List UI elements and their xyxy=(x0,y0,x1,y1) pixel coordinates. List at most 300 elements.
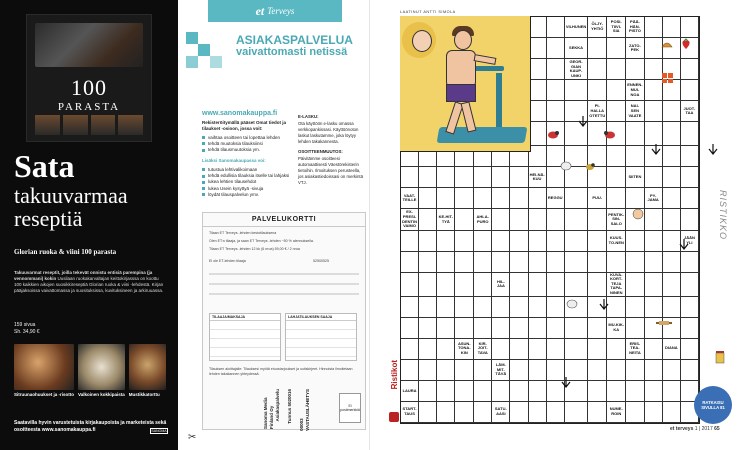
crossword-answer-cell[interactable] xyxy=(565,209,588,230)
crossword-answer-cell[interactable] xyxy=(510,339,528,360)
crossword-answer-cell[interactable] xyxy=(455,188,474,209)
crossword-answer-cell[interactable] xyxy=(681,122,699,146)
crossword-answer-cell[interactable] xyxy=(510,252,528,273)
crossword-clue-startataus: START-TAUS xyxy=(401,402,419,423)
crossword-answer-cell[interactable] xyxy=(529,209,547,230)
crossword-answer-cell[interactable] xyxy=(681,59,699,80)
crossword-answer-cell[interactable] xyxy=(645,360,663,381)
crossword-answer-cell[interactable] xyxy=(510,318,528,339)
cover-title xyxy=(27,75,151,113)
crossword-answer-cell[interactable] xyxy=(419,273,437,297)
crossword-answer-cell[interactable] xyxy=(626,146,644,167)
crossword-answer-cell[interactable] xyxy=(437,252,455,273)
form-line[interactable] xyxy=(210,330,280,339)
crossword-answer-cell[interactable] xyxy=(529,146,547,167)
decorative-blocks xyxy=(186,26,234,80)
crossword-answer-cell[interactable] xyxy=(607,167,626,188)
crossword-answer-cell[interactable] xyxy=(401,167,419,188)
crossword-answer-cell[interactable] xyxy=(492,188,510,209)
crossword-byline: LAATINUT ANTTI SIMOLA xyxy=(400,10,456,14)
crossword-answer-cell[interactable] xyxy=(547,38,565,59)
crossword-answer-cell[interactable] xyxy=(474,297,492,318)
crossword-answer-cell[interactable] xyxy=(645,80,663,101)
crossword-answer-cell[interactable] xyxy=(681,209,699,230)
crossword-answer-cell[interactable] xyxy=(626,297,644,318)
crossword-answer-cell[interactable] xyxy=(588,273,607,297)
crossword-answer-cell[interactable] xyxy=(663,101,681,122)
crossword-answer-cell[interactable] xyxy=(529,101,547,122)
crossword-answer-cell[interactable] xyxy=(492,167,510,188)
cover-photo-strip xyxy=(35,115,143,135)
treadmill-illustration xyxy=(400,16,531,152)
crossword-answer-cell[interactable] xyxy=(645,402,663,423)
crossword-answer-cell[interactable] xyxy=(529,80,547,101)
bird-icon xyxy=(603,128,617,140)
crossword-answer-cell[interactable] xyxy=(437,297,455,318)
store-url-link[interactable]: www.sanomakauppa.fi xyxy=(202,110,278,117)
info-column xyxy=(298,110,364,186)
benefit-item: tehdä tilausmuutoksia ym. xyxy=(202,147,292,153)
crossword-answer-cell[interactable] xyxy=(681,146,699,167)
reply-address-line: 00003 VASTAUSLÄHETYS xyxy=(299,389,310,431)
crossword-answer-cell[interactable] xyxy=(565,80,588,101)
crossword-answer-cell[interactable] xyxy=(681,17,699,38)
crossword-answer-cell[interactable] xyxy=(607,360,626,381)
divider xyxy=(209,283,359,285)
crossword-answer-cell[interactable] xyxy=(492,318,510,339)
crossword-answer-cell[interactable] xyxy=(663,381,681,402)
benefits-column xyxy=(202,120,292,198)
runner-head xyxy=(454,30,472,50)
ad-price: Sh. 34,90 € xyxy=(14,329,40,335)
pastry-icon xyxy=(661,38,673,50)
crossword-answer-cell[interactable] xyxy=(645,209,663,230)
crossword-answer-cell[interactable] xyxy=(455,381,474,402)
footer-issue: 1 | 2017 xyxy=(694,426,713,432)
jar-icon xyxy=(714,350,726,364)
brand-et: et xyxy=(255,3,265,18)
crossword-answer-cell[interactable] xyxy=(645,231,663,252)
crossword-answer-cell[interactable] xyxy=(510,273,528,297)
crossword-answer-cell[interactable] xyxy=(607,59,626,80)
crossword-answer-cell[interactable] xyxy=(645,339,663,360)
crossword-answer-cell[interactable] xyxy=(663,17,681,38)
order-card xyxy=(202,212,366,430)
crossword-answer-cell[interactable] xyxy=(626,360,644,381)
crossword-answer-cell[interactable] xyxy=(455,231,474,252)
crossword-answer-cell[interactable] xyxy=(588,318,607,339)
crossword-answer-cell[interactable] xyxy=(455,209,474,230)
crossword-answer-cell[interactable] xyxy=(547,101,565,122)
ristikot-logo-icon xyxy=(389,412,399,422)
crossword-answer-cell[interactable] xyxy=(510,231,528,252)
crossword-clue-mukikka: MU-KIK-KA xyxy=(607,318,626,339)
page-title-line-1: ASIAKASPALVELUA xyxy=(236,33,353,47)
crossword-clue-pentikainen: PENTIK-SIN-SALO xyxy=(607,209,626,230)
address-change-heading: OSOITTEENMUUTOS: xyxy=(298,149,343,155)
form-line[interactable] xyxy=(210,348,280,357)
ad-lead: Takuuvarmat reseptit, joilla tekevät onnistu entisiä parempina (ja vennommani) kokin xyxy=(14,270,153,282)
order-fine-print: Tilauksen aloittajalle: Tilauksesi myötä etuustarjoukset ja uutiskirjeet. Hinnoista ilmoitetaan lehden takakannen yhteydessä. xyxy=(209,367,353,376)
page-title xyxy=(236,34,366,58)
crossword-answer-cell[interactable] xyxy=(547,297,565,318)
crossword-answer-cell[interactable] xyxy=(607,339,626,360)
ad-pages: 159 sivua xyxy=(14,322,36,328)
runner-body xyxy=(446,50,476,88)
form-line[interactable] xyxy=(286,330,356,339)
crossword-answer-cell[interactable] xyxy=(645,297,663,318)
crossword-clue-ennenmuinoin: ENNEN-MUI-NOA xyxy=(626,80,644,101)
crossword-clue-pihalla: PI-HALLA OTETTU xyxy=(588,101,607,122)
crossword-answer-cell[interactable] xyxy=(588,59,607,80)
ad-thumbnail xyxy=(78,344,125,402)
crossword-answer-cell[interactable] xyxy=(681,80,699,101)
ad-subhead: Glorian ruoka & viini 100 parasta xyxy=(14,248,117,256)
crossword-clue-positiivisia: POSI-TIIVI-SIA xyxy=(607,17,626,38)
crossword-answer-cell[interactable] xyxy=(492,339,510,360)
form-line[interactable] xyxy=(286,348,356,357)
ad-price-info xyxy=(14,322,40,336)
book-advertisement xyxy=(0,0,178,450)
crossword-answer-cell[interactable] xyxy=(474,360,492,381)
crossword-clue-numeroin: NUME-ROIN xyxy=(607,402,626,423)
form-line[interactable] xyxy=(210,321,280,330)
crossword-answer-cell[interactable] xyxy=(681,297,699,318)
crossword-answer-cell[interactable] xyxy=(437,339,455,360)
crossword-answer-cell[interactable] xyxy=(607,80,626,101)
crossword-answer-cell[interactable] xyxy=(681,273,699,297)
benefits-intro: Rekisteröitymällä pääset Omat tiedot ja tilaukset -osioon, jossa voit: xyxy=(202,120,287,132)
crossword-answer-cell[interactable] xyxy=(437,381,455,402)
thumbnail-caption: Sitruunaohuukset ja -risotto xyxy=(14,392,75,397)
crossword-answer-cell[interactable] xyxy=(474,188,492,209)
sheep-icon xyxy=(560,160,572,172)
crossword-answer-cell[interactable] xyxy=(437,231,455,252)
crossword-answer-cell[interactable] xyxy=(529,339,547,360)
arrow-down-icon xyxy=(651,143,661,155)
benefit-item: lukea Usein kysyttyä -sivuja xyxy=(202,186,292,192)
crossword-answer-cell[interactable] xyxy=(419,231,437,252)
publisher-logo: SANOMA xyxy=(151,429,167,433)
crossword-answer-cell[interactable] xyxy=(681,167,699,188)
crossword-answer-cell[interactable] xyxy=(547,209,565,230)
crossword-answer-cell[interactable] xyxy=(588,339,607,360)
crossword-answer-cell[interactable] xyxy=(529,273,547,297)
crossword-answer-cell[interactable] xyxy=(401,339,419,360)
crossword-answer-cell[interactable] xyxy=(547,402,565,423)
order-card-title: PALVELUKORTTI xyxy=(203,213,365,227)
crossword-answer-cell[interactable] xyxy=(547,80,565,101)
ad-thumbnail xyxy=(14,344,74,402)
crossword-answer-cell[interactable] xyxy=(681,252,699,273)
crossword-answer-cell[interactable] xyxy=(455,252,474,273)
crossword-answer-cell[interactable] xyxy=(510,188,528,209)
crossword-answer-cell[interactable] xyxy=(492,252,510,273)
crossword-answer-cell[interactable] xyxy=(492,381,510,402)
crossword-answer-cell[interactable] xyxy=(401,273,419,297)
crossword-answer-cell[interactable] xyxy=(529,360,547,381)
crossword-answer-cell[interactable] xyxy=(588,252,607,273)
order-option-4[interactable]: Ei ole ET-lehden tilaaja xyxy=(209,259,246,263)
crossword-answer-cell[interactable] xyxy=(645,252,663,273)
crossword-answer-cell[interactable] xyxy=(529,252,547,273)
order-option-1[interactable]: Tilaan ET Terveys -lehden kestotilauksena xyxy=(209,231,277,235)
crossword-answer-cell[interactable] xyxy=(510,360,528,381)
crossword-answer-cell[interactable] xyxy=(626,188,644,209)
crossword-answer-cell[interactable] xyxy=(607,146,626,167)
subscriber-form[interactable] xyxy=(209,313,281,361)
crossword-answer-cell[interactable] xyxy=(626,273,644,297)
brand-terveys: Terveys xyxy=(267,6,295,16)
section-side-label: RISTIKKO xyxy=(718,190,728,241)
crossword-answer-cell[interactable] xyxy=(588,80,607,101)
crossword-answer-cell[interactable] xyxy=(437,188,455,209)
crossword-answer-cell[interactable] xyxy=(529,122,547,146)
crossword-answer-cell[interactable] xyxy=(645,101,663,122)
crossword-answer-cell[interactable] xyxy=(510,402,528,423)
crossword-clue-satuaasi: SATU-AASI xyxy=(492,402,510,423)
crossword-answer-cell[interactable] xyxy=(437,167,455,188)
crossword-clue-kehitys: KE-HIT-TYÄ xyxy=(437,209,455,230)
crossword-answer-cell[interactable] xyxy=(419,188,437,209)
reply-address-line: Tunnus 5020016 xyxy=(287,389,292,424)
crossword-answer-cell[interactable] xyxy=(474,381,492,402)
crossword-clue-erikoisneita: ERIS-TEA-NEITA xyxy=(626,339,644,360)
arrow-down-icon xyxy=(598,298,610,310)
crossword-answer-cell[interactable] xyxy=(401,231,419,252)
crossword-clue-juottaa: JUOT-TAA xyxy=(681,101,699,122)
crossword-answer-cell[interactable] xyxy=(565,188,588,209)
cover-word: PARASTA xyxy=(57,101,121,113)
crossword-answer-cell[interactable] xyxy=(663,402,681,423)
crossword-answer-cell[interactable] xyxy=(588,209,607,230)
crossword-answer-cell[interactable] xyxy=(663,209,681,230)
crossword-answer-cell[interactable] xyxy=(681,188,699,209)
crossword-answer-cell[interactable] xyxy=(565,252,588,273)
crossword-answer-cell[interactable] xyxy=(547,231,565,252)
crossword-answer-cell[interactable] xyxy=(626,231,644,252)
customer-service-page xyxy=(178,0,370,450)
crossword-answer-cell[interactable] xyxy=(529,381,547,402)
crossword-answer-cell[interactable] xyxy=(565,339,588,360)
crossword-clue-sekka: SEKKA xyxy=(565,38,588,59)
crossword-answer-cell[interactable] xyxy=(645,59,663,80)
crossword-answer-cell[interactable] xyxy=(663,252,681,273)
crossword-answer-cell[interactable] xyxy=(626,318,644,339)
crossword-answer-cell[interactable] xyxy=(474,273,492,297)
crossword-answer-cell[interactable] xyxy=(626,402,644,423)
ad-headline-line-3: reseptiä xyxy=(14,205,83,231)
arrow-down-icon xyxy=(578,115,588,127)
crossword-answer-cell[interactable] xyxy=(419,402,437,423)
arrow-down-icon xyxy=(678,238,690,250)
rolling-pin-icon xyxy=(656,318,672,328)
einvoice-text: Ota käyttöön e-lasku omassa verkkopankissasi. Käyttöönoton laskut laskutamme, joka löytyy lehden takakannesta. xyxy=(298,121,359,145)
crossword-answer-cell[interactable] xyxy=(474,318,492,339)
crossword-answer-cell[interactable] xyxy=(663,188,681,209)
crossword-answer-cell[interactable] xyxy=(419,318,437,339)
crossword-answer-cell[interactable] xyxy=(565,273,588,297)
crossword-answer-cell[interactable] xyxy=(510,209,528,230)
form-line[interactable] xyxy=(286,339,356,348)
crossword-answer-cell[interactable] xyxy=(588,402,607,423)
squares-icon xyxy=(661,72,675,84)
crossword-answer-cell[interactable] xyxy=(645,167,663,188)
crossword-answer-cell[interactable] xyxy=(401,252,419,273)
crossword-answer-cell[interactable] xyxy=(455,402,474,423)
crossword-answer-cell[interactable] xyxy=(663,146,681,167)
crossword-answer-cell[interactable] xyxy=(455,273,474,297)
crossword-answer-cell[interactable] xyxy=(492,209,510,230)
crossword-answer-cell[interactable] xyxy=(492,231,510,252)
crossword-answer-cell[interactable] xyxy=(626,122,644,146)
crossword-answer-cell[interactable] xyxy=(437,318,455,339)
crossword-answer-cell[interactable] xyxy=(607,297,626,318)
ad-body: Uusilaan ruokakarvaltajan keittokirjasssa on koottu 100 kaikkien aikojen suosikkireseptiä Glorian ruoka & viini -lehdestä. Kirjan pääjaksoissa vaivattomassa ja suosituksissa, kuvituksineen ja arkiruuassa. xyxy=(14,276,164,294)
ad-thumbnail xyxy=(129,344,166,402)
crossword-answer-cell[interactable] xyxy=(401,297,419,318)
crossword-answer-cell[interactable] xyxy=(474,167,492,188)
order-option-2[interactable]: Olen ET:n tilaaja, ja saan ET Terveys -lehden −50 % alennuksella. xyxy=(209,239,314,243)
crossword-answer-cell[interactable] xyxy=(419,339,437,360)
divider xyxy=(209,273,359,275)
thumbnail-photo xyxy=(14,344,74,390)
crossword-answer-cell[interactable] xyxy=(645,17,663,38)
crossword-answer-cell[interactable] xyxy=(419,252,437,273)
crossword-clue-laura: LAURA xyxy=(401,381,419,402)
crossword-answer-cell[interactable] xyxy=(510,167,528,188)
crossword-answer-cell[interactable] xyxy=(437,360,455,381)
thumbnail-caption: Valkoinen kokkipaista xyxy=(78,392,125,397)
crossword-answer-cell[interactable] xyxy=(547,17,565,38)
crossword-answer-cell[interactable] xyxy=(455,167,474,188)
crossword-answer-cell[interactable] xyxy=(401,360,419,381)
crossword-answer-cell[interactable] xyxy=(529,188,547,209)
stamp-box: Ei postimerkkiä xyxy=(339,393,361,423)
crossword-answer-cell[interactable] xyxy=(419,297,437,318)
ad-body-text xyxy=(14,270,164,294)
crossword-answer-cell[interactable] xyxy=(645,381,663,402)
crossword-answer-cell[interactable] xyxy=(663,122,681,146)
crossword-answer-cell[interactable] xyxy=(529,17,547,38)
crossword-answer-cell[interactable] xyxy=(547,252,565,273)
crossword-answer-cell[interactable] xyxy=(547,318,565,339)
reply-address-line: Sanoma Media Finland Oy xyxy=(263,397,274,429)
crossword-answer-cell[interactable] xyxy=(474,252,492,273)
crossword-answer-cell[interactable] xyxy=(607,381,626,402)
crossword-answer-cell[interactable] xyxy=(492,297,510,318)
crossword-answer-cell[interactable] xyxy=(419,381,437,402)
crossword-answer-cell[interactable] xyxy=(626,252,644,273)
crossword-answer-cell[interactable] xyxy=(547,273,565,297)
crossword-answer-cell[interactable] xyxy=(510,381,528,402)
crossword-answer-cell[interactable] xyxy=(565,402,588,423)
ristikot-brand: Ristikot xyxy=(390,360,399,390)
crossword-answer-cell[interactable] xyxy=(455,360,474,381)
benefit-item: löydät tilauspalvelun ymv. xyxy=(202,192,292,198)
crossword-answer-cell[interactable] xyxy=(588,360,607,381)
crossword-answer-cell[interactable] xyxy=(681,360,699,381)
crossword-clue-naisenvaate: NAI-SEN VAATE xyxy=(626,101,644,122)
arrow-down-icon xyxy=(707,143,719,155)
crossword-clue-kirjoittava: KIR-JOIT-TAVA xyxy=(474,339,492,360)
crossword-answer-cell[interactable] xyxy=(663,360,681,381)
crossword-answer-cell[interactable] xyxy=(565,318,588,339)
crossword-clue-hiljaa: HIL-JAA xyxy=(492,273,510,297)
crossword-answer-cell[interactable] xyxy=(588,381,607,402)
ad-headline-line-2: takuuvarmaa xyxy=(14,182,128,208)
crossword-answer-cell[interactable] xyxy=(529,297,547,318)
crossword-answer-cell[interactable] xyxy=(626,59,644,80)
sheep-icon xyxy=(566,298,578,310)
cover-food-photo xyxy=(35,23,143,67)
form-line[interactable] xyxy=(286,321,356,330)
benefit-item: vaihtaa osoitteen tai lopettaa lehden xyxy=(202,135,292,141)
crossword-answer-cell[interactable] xyxy=(663,297,681,318)
crossword-answer-cell[interactable] xyxy=(645,38,663,59)
crossword-answer-cell[interactable] xyxy=(663,167,681,188)
crossword-answer-cell[interactable] xyxy=(455,318,474,339)
arrow-down-icon xyxy=(560,376,572,388)
form-line[interactable] xyxy=(210,339,280,348)
crossword-answer-cell[interactable] xyxy=(588,231,607,252)
crossword-answer-cell[interactable] xyxy=(529,318,547,339)
crossword-answer-cell[interactable] xyxy=(626,381,644,402)
ad-headline-line-1: Sata xyxy=(14,148,75,184)
crossword-answer-cell[interactable] xyxy=(510,297,528,318)
crossword-answer-cell[interactable] xyxy=(419,167,437,188)
crossword-answer-cell[interactable] xyxy=(588,38,607,59)
ad-footer: Saatavilla hyvin varustetuista kirjakaupoista ja marketeista sekä osoitteesta www.sanomakauppa.fi xyxy=(14,420,167,433)
crossword-answer-cell[interactable] xyxy=(607,252,626,273)
crossword-answer-cell[interactable] xyxy=(607,188,626,209)
crossword-answer-cell[interactable] xyxy=(474,402,492,423)
crossword-answer-cell[interactable] xyxy=(419,360,437,381)
crossword-answer-cell[interactable] xyxy=(547,59,565,80)
crossword-answer-cell[interactable] xyxy=(529,59,547,80)
crossword-clue-oljy: ÖLJY-YHTIÖ xyxy=(588,17,607,38)
crossword-answer-cell[interactable] xyxy=(401,318,419,339)
crossword-answer-cell[interactable] xyxy=(437,273,455,297)
crossword-clue-paahanpisto: PÄÄ-HÄN-PISTO xyxy=(626,17,644,38)
magazine-brand-tab xyxy=(208,0,342,22)
recipient-form[interactable] xyxy=(285,313,357,361)
crossword-answer-cell[interactable] xyxy=(455,297,474,318)
crossword-answer-cell[interactable] xyxy=(529,38,547,59)
crossword-answer-cell[interactable] xyxy=(474,231,492,252)
crossword-answer-cell[interactable] xyxy=(529,231,547,252)
crossword-answer-cell[interactable] xyxy=(645,273,663,297)
scissors-icon: ✂ xyxy=(188,432,197,443)
book-cover-image xyxy=(26,14,152,142)
crossword-answer-cell[interactable] xyxy=(663,273,681,297)
order-option-3[interactable]: Tilaan ET Terveys -lehden 12 kk (6 nroa) 59,00 € / 2 nroa xyxy=(209,247,300,251)
einvoice-heading: E-LASKU: xyxy=(298,114,319,119)
strawberry-icon xyxy=(680,38,692,50)
crossword-answer-cell[interactable] xyxy=(681,339,699,360)
crossword-answer-cell[interactable] xyxy=(565,231,588,252)
crossword-answer-cell[interactable] xyxy=(607,101,626,122)
crossword-answer-cell[interactable] xyxy=(437,402,455,423)
crossword-answer-cell[interactable] xyxy=(607,38,626,59)
crossword-answer-cell[interactable] xyxy=(681,318,699,339)
crossword-answer-cell[interactable] xyxy=(547,339,565,360)
crossword-clue-puu: PUU- xyxy=(588,188,607,209)
crossword-answer-cell[interactable] xyxy=(419,209,437,230)
crossword-answer-cell[interactable] xyxy=(529,402,547,423)
order-code: 52500525 xyxy=(313,259,329,263)
treadmill-post xyxy=(496,73,502,133)
